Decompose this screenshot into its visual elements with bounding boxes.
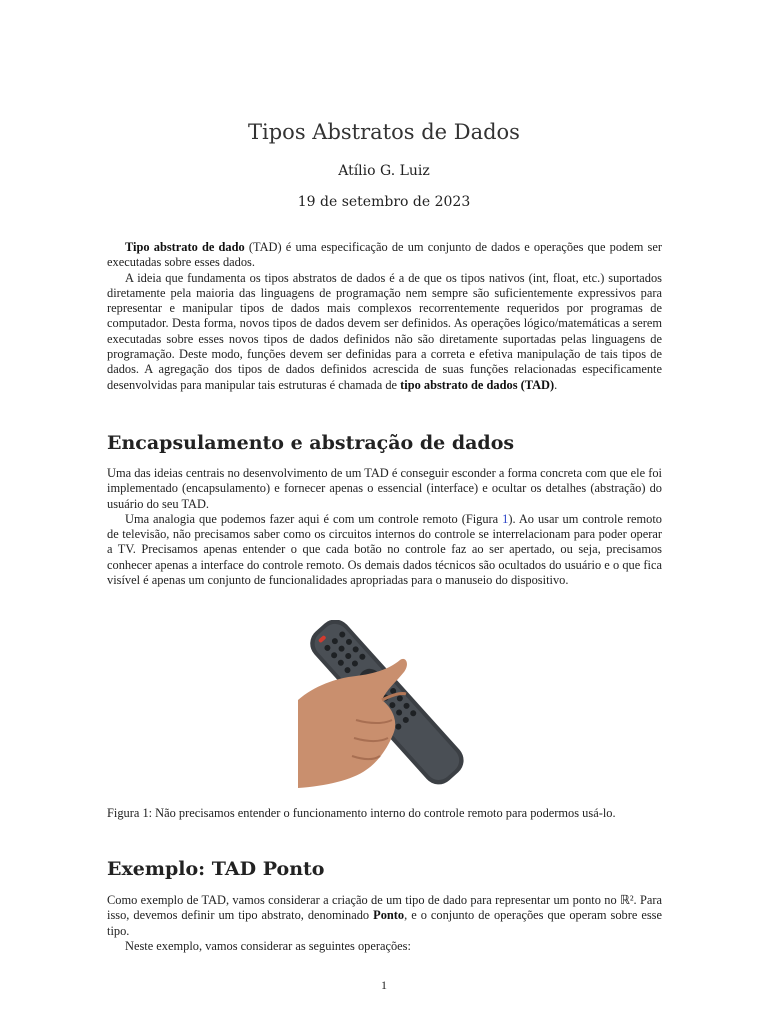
author: Atílio G. Luiz	[338, 163, 430, 179]
date: 19 de setembro de 2023	[297, 194, 471, 210]
page-number: 1	[381, 978, 387, 992]
section1-body	[107, 466, 662, 588]
term-tad-full: tipo abstrato de dados (TAD)	[400, 377, 555, 392]
figure-ref-link[interactable]: 1	[502, 511, 509, 526]
section2-p1-rest: , e o conjunto de operações que operam sobre esse tipo.	[107, 908, 662, 938]
intro-p2-end: .	[554, 377, 558, 392]
section1-p2-rest: ). Ao usar um controle remoto de televisão, não precisamos saber como os circuitos internos do controle se interrelacionam para poder operar a TV. Precisamos apenas entender o que cada botão no controle faz ao ser apertado, ou seja, precisamos conhecer apenas a interface do controle remoto. Os demais dados técnicos são ocultados do usuário e o que fica visível é apenas um conjunto de funcionalidades apropriadas para o manuseio do dispositivo.	[107, 511, 662, 588]
section1-p2-start: Uma analogia que podemos fazer aqui é com um controle remoto (Figura	[125, 511, 503, 526]
intro-paragraph-1	[107, 240, 662, 271]
document-title: Tipos Abstratos de Dados	[248, 120, 520, 144]
intro-paragraph-2	[107, 271, 662, 393]
intro-section	[107, 240, 662, 393]
section-heading-exemplo: Exemplo: TAD Ponto	[107, 858, 325, 880]
section2-paragraph-2: Neste exemplo, vamos considerar as seguintes operações:	[125, 938, 411, 953]
section1-paragraph-2	[107, 512, 662, 588]
intro-p2-text: A ideia que fundamenta os tipos abstratos de dados é a de que os tipos nativos (int, float, etc.) suportados diretamente pela maioria das linguagens de programação nem sempre são suficientemente expressivos para representar e manipular tipos de dados mais complexos recorrentemente requeridos por programas de computador. Desta forma, novos tipos de dados devem ser definidos. As operações lógico/matemáticas a serem executadas sobre esses novos tipos de dados definidos não são diretamente suportadas pelas linguagens de programação. Deste modo, funções devem ser definidas para a correta e efetiva manipulação de tais tipos de dados. A agregação dos tipos de dados definidos acrescida de suas funções relacionadas especificamente desenvolvidas para manipular tais estruturas é chamada de	[107, 270, 662, 392]
section2-paragraph-1	[107, 893, 662, 939]
term-ponto: Ponto	[373, 908, 405, 923]
hand-holding-remote-photo	[296, 620, 466, 792]
section2-body	[107, 893, 662, 954]
intro-p1-text: (TAD) é uma especificação de um conjunto de dados e operações que podem ser executadas sobre esses dados.	[107, 240, 662, 270]
remote-control-figure	[296, 620, 466, 792]
figure-caption: Figura 1: Não precisamos entender o funcionamento interno do controle remoto para podermos usá-lo.	[107, 806, 616, 820]
term-tad: Tipo abstrato de dado	[125, 240, 245, 254]
section2-p1-start: Como exemplo de TAD, vamos considerar a criação de um tipo de dado para representar um ponto no ℝ². Para isso, devemos definir um tipo abstrato, denominado	[107, 893, 662, 923]
section1-paragraph-1: Uma das ideias centrais no desenvolvimento de um TAD é conseguir esconder a forma concreta com que ele foi implementado (encapsulamento) e fornecer apenas o essencial (interface) e ocultar os detalhes (abstração) do usuário do seu TAD.	[107, 466, 662, 511]
section-heading-encapsulamento: Encapsulamento e abstração de dados	[107, 432, 515, 454]
